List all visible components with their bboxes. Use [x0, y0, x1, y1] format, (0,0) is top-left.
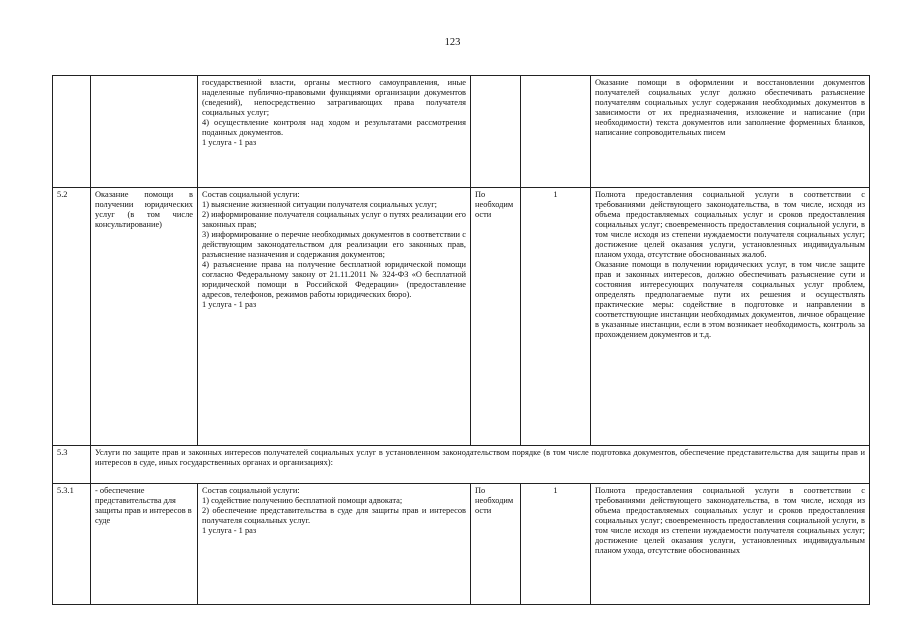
composition-line: 1 услуга - 1 раз [202, 138, 257, 147]
composition-line: 2) обеспечение представительства в суде для защиты прав и интересов получателя социальных услуг. [202, 506, 466, 525]
service-periodicity: По необходимости [471, 484, 521, 605]
composition-line: 1) выяснение жизненной ситуации получателя социальных услуг; [202, 200, 438, 209]
section-heading: Услуги по защите прав и законных интересов получателей социальных услуг в установленном законодательством порядке (в том числе подготовка документов, обеспечение представительства для защиты прав и интересов в суде, иных государственных органах и организациях): [91, 446, 870, 484]
composition-line: 4) осуществление контроля над ходом и результатами рассмотрения поданных документов. [202, 118, 466, 137]
composition-line: 4) разъяснение права на получение бесплатной юридической помощи согласно Федеральному закону от 21.11.2011 № 324-ФЗ «О бесплатной юридической помощи в Российской Федерации» (предоставление адресов, телефонов, режимов работы юридических бюро). [202, 260, 466, 299]
service-quality [591, 76, 870, 188]
service-composition [198, 76, 471, 188]
service-name [91, 76, 198, 188]
row-number: 5.3.1 [53, 484, 91, 605]
service-name: - обеспечение представительства для защиты прав и интересов в суде [91, 484, 198, 605]
quality-paragraph: Полнота предоставления социальной услуги в соответствии с требованиями действующего законодательства, в том числе, исходя из объема предоставляемых социальных услуг и сроков предоставления социальных услуг; своевременность предоставления социальной услуги, в том числе исходя из степени нуждаемости получателя социальных услуг; достижение целей оказания услуги, установленных индивидуальным планом ухода, отсутствие обоснованных [595, 486, 865, 555]
service-composition [198, 484, 471, 605]
page-number: 123 [444, 37, 461, 48]
row-number: 5.2 [53, 188, 91, 446]
composition-line: Состав социальной услуги: [202, 486, 300, 495]
row-number [53, 76, 91, 188]
quality-paragraph: Оказание помощи в оформлении и восстановлении документов получателей социальных услуг должно обеспечивать разъяснение получателям социальных услуг содержания необходимых документов в зависимости от их предназначения, изложение и написание (при необходимости) текста документов или заполнение форменных бланков, написание сопроводительных писем [595, 78, 865, 137]
service-composition [198, 188, 471, 446]
services-table [52, 75, 870, 605]
service-quality [591, 188, 870, 446]
table-row [53, 188, 870, 446]
table-row [53, 446, 870, 484]
quality-paragraph: Полнота предоставления социальной услуги в соответствии с требованиями действующего законодательства, в том числе, исходя из объема предоставляемых социальных услуг и сроков предоставления социальных услуг; своевременность предоставления социальной услуги, в том числе исходя из степени нуждаемости получателя социальных услуг; достижение целей оказания услуги, установленных индивидуальным планом ухода, отсутствие обоснованных жалоб. [595, 190, 865, 259]
composition-line: 2) информирование получателя социальных услуг о путях реализации его законных прав; [202, 210, 466, 229]
service-count: 1 [521, 188, 591, 446]
service-quality [591, 484, 870, 605]
table-row [53, 484, 870, 605]
service-periodicity [471, 76, 521, 188]
composition-line: государственной власти, органы местного самоуправления, иные наделенные публично-правовыми функциями организации документов (сведений), непосредственно затрагивающих права получателя социальных услуг; [202, 78, 466, 117]
quality-paragraph: Оказание помощи в получении юридических услуг, в том числе защите прав и законных интересов, должно обеспечивать разъяснение сути и состояния интересующих получателя социальных услуг проблем, определять предполагаемые пути их решения и осуществлять практические меры: содействие в подготовке и направлении в соответствующие инстанции необходимых документов, личное обращение в указанные инстанции, если в этом возникает необходимость, контроль за прохождением документов и т.д. [595, 260, 865, 339]
service-count [521, 76, 591, 188]
service-periodicity: По необходимости [471, 188, 521, 446]
composition-line: 1) содействие получению бесплатной помощи адвоката; [202, 496, 403, 505]
service-name: Оказание помощи в получении юридических услуг (в том числе консультирование) [91, 188, 198, 446]
row-number: 5.3 [53, 446, 91, 484]
table-row [53, 76, 870, 188]
composition-line: Состав социальной услуги: [202, 190, 300, 199]
composition-line: 1 услуга - 1 раз [202, 300, 257, 309]
composition-line: 3) информирование о перечне необходимых документов в соответствии с действующим законодательством для реализации его законных прав, разъяснение назначения и содержания документов; [202, 230, 466, 259]
service-count: 1 [521, 484, 591, 605]
composition-line: 1 услуга - 1 раз [202, 526, 257, 535]
